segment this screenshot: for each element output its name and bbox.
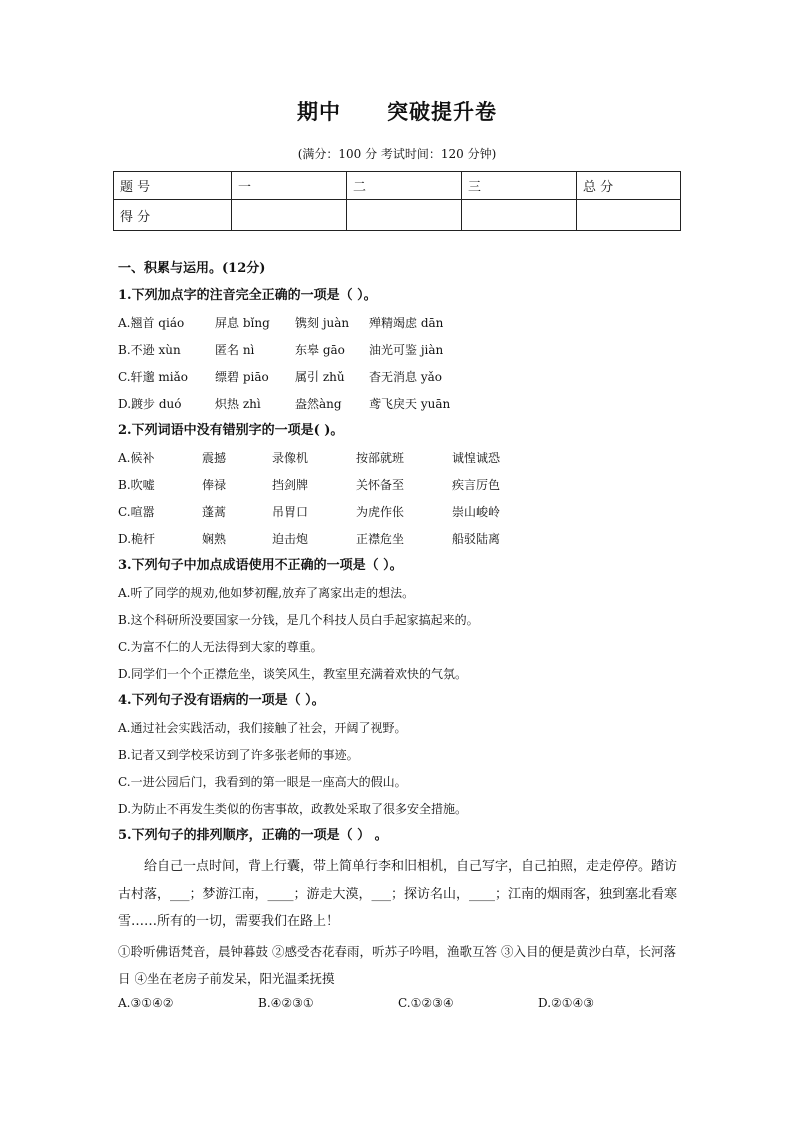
title-part-1: 期中 bbox=[297, 99, 341, 124]
question-1-option: A.翘首 qiáo 屏息 bǐng 镌刻 juàn 殚精竭虑 dān bbox=[118, 316, 444, 330]
cell-part-1: 一 bbox=[232, 172, 347, 200]
question-3-option-d: D.同学们一个个正襟危坐，谈笑风生，教室里充满着欢快的气氛。 bbox=[118, 667, 468, 681]
question-5-choices: ①聆听佛语梵音，晨钟暮鼓 ②感受杏花春雨，听苏子吟唱，渔歌互答 ③入目的便是黄沙白草，长河落日 ④坐在老房子前发呆，阳光温柔抚摸 bbox=[118, 943, 676, 986]
score-table bbox=[113, 171, 681, 231]
question-1-option: D.踱步 duó 炽热 zhì 盎然àng 鸢飞戾天 yuān bbox=[118, 397, 451, 411]
question-1-option: B.不逊 xùn 匿名 nì 东皋 gāo 油光可鉴 jiàn bbox=[118, 343, 444, 357]
exam-subtitle: (满分：100 分 考试时间：120 分钟) bbox=[297, 147, 497, 161]
exam-content bbox=[118, 260, 688, 1020]
answer-d: D.②①④③ bbox=[538, 995, 595, 1010]
question-5-answers bbox=[118, 993, 688, 1020]
cell-score-1 bbox=[232, 200, 347, 231]
question-4-stem: 4.下列句子没有语病的一项是（ ）。 bbox=[118, 693, 325, 708]
question-4-option-c: C.一进公园后门，我看到的第一眼是一座高大的假山。 bbox=[118, 775, 407, 789]
cell-score-2 bbox=[347, 200, 462, 231]
question-2-option: C.喧嚣 蓬蒿 吊胃口 为虎作伥 崇山峻岭 bbox=[118, 505, 501, 519]
question-3-stem: 3.下列句子中加点成语使用不正确的一项是（ ）。 bbox=[118, 558, 403, 573]
question-1-option: C.轩邈 miǎo 缥碧 piāo 属引 zhǔ 杳无消息 yǎo bbox=[118, 370, 442, 384]
cell-question-number: 题 号 bbox=[114, 172, 232, 200]
cell-score-3 bbox=[462, 200, 577, 231]
title-part-2: 突破提升卷 bbox=[387, 99, 497, 124]
question-3-option-b: B.这个科研所没要国家一分钱，是几个科技人员白手起家搞起来的。 bbox=[118, 613, 479, 627]
answer-b: B.④②③① bbox=[258, 995, 314, 1010]
answer-a: A.③①④② bbox=[118, 995, 174, 1010]
question-2-option: D.桅杆 娴熟 迫击炮 正襟危坐 船驳陆离 bbox=[118, 532, 501, 546]
question-2-option: A.候补 震撼 录像机 按部就班 诚惶诚恐 bbox=[118, 451, 501, 465]
section-heading: 一、积累与运用。(12分) bbox=[118, 261, 266, 276]
cell-part-2: 二 bbox=[347, 172, 462, 200]
question-4-option-b: B.记者又到学校采访到了许多张老师的事迹。 bbox=[118, 748, 359, 762]
question-5-stem: 5.下列句子的排列顺序，正确的一项是（ ） 。 bbox=[118, 828, 388, 843]
question-4-option-d: D.为防止不再发生类似的伤害事故，政教处采取了很多安全措施。 bbox=[118, 802, 468, 816]
score-table-header-row bbox=[114, 172, 681, 200]
cell-total: 总 分 bbox=[577, 172, 681, 200]
answer-c: C.①②③④ bbox=[398, 995, 454, 1010]
cell-score-label: 得 分 bbox=[114, 200, 232, 231]
question-3-option-c: C.为富不仁的人无法得到大家的尊重。 bbox=[118, 640, 323, 654]
question-4-option-a: A.通过社会实践活动，我们接触了社会，开阔了视野。 bbox=[118, 721, 407, 735]
question-5-passage: 给自己一点时间，背上行囊，带上简单行李和旧相机，自己写字，自己拍照，走走停停。踏访古村落，___；梦游江南，____；游走大漠，___；探访名山，____；江南的烟雨客，独到塞北看寒雪……所有的一切，需要我们在路上！ bbox=[118, 859, 678, 929]
cell-score-total bbox=[577, 200, 681, 231]
score-table-score-row bbox=[114, 200, 681, 231]
question-2-stem: 2.下列词语中没有错别字的一项是( )。 bbox=[118, 423, 344, 438]
question-1-stem: 1.下列加点字的注音完全正确的一项是（ ）。 bbox=[118, 288, 377, 303]
question-2-option: B.吹嘘 俸禄 挡剑牌 关怀备至 疾言厉色 bbox=[118, 478, 501, 492]
question-3-option-a: A.听了同学的规劝,他如梦初醒,放弃了离家出走的想法。 bbox=[118, 586, 415, 600]
cell-part-3: 三 bbox=[462, 172, 577, 200]
exam-title bbox=[0, 96, 794, 126]
